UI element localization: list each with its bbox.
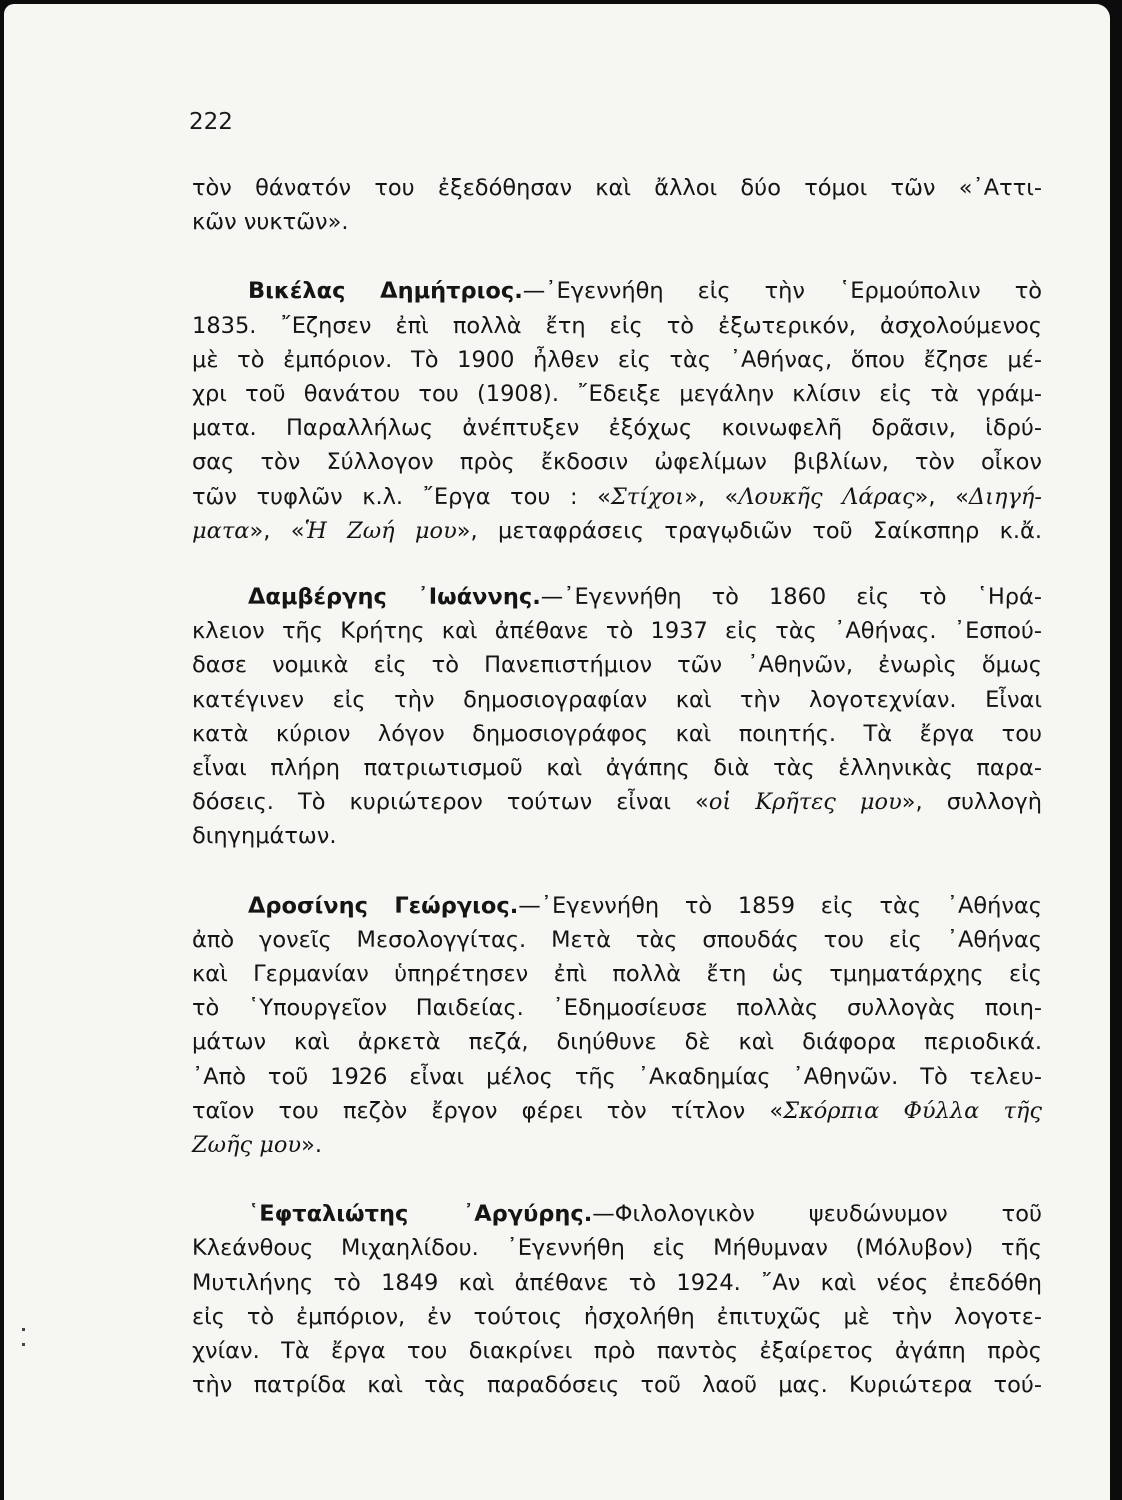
text-line: δόσεις. Τὸ κυριώτερον τούτων εἶναι «οἱ Κρῆτες μου», συλλογὴ: [192, 789, 1042, 816]
text-line: ματα», «Ἡ Ζωή μου», μεταφράσεις τραγῳδιῶν τοῦ Σαίκσπηρ κ.ἄ.: [192, 517, 1042, 544]
text-line: μὲ τὸ ἐμπόριον. Τὸ 1900 ἦλθεν εἰς τὰς ᾿Αθήνας, ὅπου ἔζησε μέ-: [192, 346, 1042, 373]
text-line: δασε νομικὰ εἰς τὸ Πανεπιστήμιον τῶν ᾿Αθηνῶν, ἐνωρὶς ὅμως: [192, 652, 1042, 679]
entry-name: Δαμβέργης ᾿Ιωάννης.: [248, 584, 541, 611]
book-page: [4, 4, 1110, 1500]
text-line: τὴν πατρίδα καὶ τὰς παραδόσεις τοῦ λαοῦ μας. Κυριώτερα τού-: [192, 1372, 1042, 1399]
text-line: Μυτιλήνης τὸ 1849 καὶ ἀπέθανε τὸ 1924. ῎Αν καὶ νέος ἐπεδόθη: [192, 1269, 1042, 1296]
entry-eftaliotis: [192, 1197, 1042, 1402]
entry-name: ῾Εφταλιώτης ᾿Αργύρης.: [248, 1201, 593, 1228]
text-line: μάτων καὶ ἀρκετὰ πεζά, διηύθυνε δὲ καὶ διάφορα περιοδικά.: [192, 1029, 1042, 1056]
text-line: ματα. Παραλλήλως ἀνέπτυξεν ἐξόχως κοινωφελῆ δρᾶσιν, ἱδρύ-: [192, 415, 1042, 442]
entry-drosinis: [192, 889, 1042, 1163]
text-line: κατέγινεν εἰς τὴν δημοσιογραφίαν καὶ τὴν λογοτεχνίαν. Εἶναι: [192, 686, 1042, 713]
text-line: διηγημάτων.: [192, 823, 337, 850]
work-title: Στίχοι: [610, 483, 685, 510]
text-line: χνίαν. Τὰ ἔργα του διακρίνει πρὸ παντὸς ἐξαίρετος ἀγάπη πρὸς: [192, 1338, 1042, 1365]
text-line: χρι τοῦ θανάτου του (1908). ῎Εδειξε μεγάλην κλίσιν εἰς τὰ γράμ-: [192, 381, 1042, 408]
text-line: καὶ Γερμανίαν ὑπηρέτησεν ἐπὶ πολλὰ ἔτη ὡς τμηματάρχης εἰς: [192, 961, 1042, 988]
text-line: —᾿Εγεννήθη τὸ 1859 εἰς τὰς ᾿Αθήνας: [518, 892, 1042, 919]
entry-heading-line: [192, 889, 1042, 923]
work-title: Λουκῆς Λάρας: [738, 483, 915, 510]
text-line: εἰς τὸ ἐμπόριον, ἐν τούτοις ἠσχολήθη ἐπιτυχῶς μὲ τὴν λογοτε-: [192, 1303, 1042, 1330]
text-line: τὸ ῾Υπουργεῖον Παιδείας. ᾿Εδημοσίευσε πολλὰς συλλογὰς ποιη-: [192, 995, 1042, 1022]
work-title: Διηγή-: [968, 483, 1042, 510]
text-line: τὸν θάνατόν του ἐξεδόθησαν καὶ ἄλλοι δύο τόμοι τῶν «᾿Αττι-: [192, 175, 1042, 201]
entry-vikelas: [192, 274, 1042, 548]
entry-heading-line: [192, 580, 1042, 614]
work-title: Ἡ Ζωή μου: [304, 517, 457, 544]
work-title: Σκόρπια Φύλλα τῆς: [783, 1097, 1042, 1124]
text-line: —᾿Εγεννήθη τὸ 1860 εἰς τὸ ῾Ηρά-: [540, 584, 1042, 611]
text-line: κλειον τῆς Κρήτης καὶ ἀπέθανε τὸ 1937 εἰς τὰς ᾿Αθήνας. ᾿Εσπού-: [192, 618, 1042, 645]
entry-heading-line: [192, 1197, 1042, 1231]
text-line: ᾿Απὸ τοῦ 1926 εἶναι μέλος τῆς ᾿Ακαδημίας ᾿Αθηνῶν. Τὸ τελευ-: [192, 1063, 1042, 1090]
text-line: κατὰ κύριον λόγον δημοσιογράφος καὶ ποιητής. Τὰ ἔργα του: [192, 720, 1042, 747]
entry-damvergis: [192, 580, 1042, 854]
text-line: ἀπὸ γονεῖς Μεσολογγίτας. Μετὰ τὰς σπουδάς του εἰς ᾿Αθήνας: [192, 926, 1042, 953]
work-title: οἱ Κρῆτες μου: [708, 789, 902, 816]
page-number: 222: [189, 109, 233, 135]
work-title: Ζωῆς μου: [192, 1132, 302, 1159]
text-line: —Φιλολογικὸν ψευδώνυμον τοῦ: [592, 1201, 1042, 1228]
text-line: —᾿Εγεννήθη εἰς τὴν ῾Ερμούπολιν τὸ: [522, 278, 1043, 305]
text-line: κῶν νυκτῶν».: [192, 209, 349, 236]
text-line: ταῖον του πεζὸν ἔργον φέρει τὸν τίτλον «Σκόρπια Φύλλα τῆς: [192, 1097, 1042, 1124]
text-line: τῶν τυφλῶν κ.λ. ῎Εργα του : «Στίχοι», «Λουκῆς Λάρας», «Διηγή-: [192, 483, 1042, 510]
page-text: [192, 171, 1042, 1403]
entry-heading-line: [192, 274, 1042, 308]
text-line: 1835. ῎Εζησεν ἐπὶ πολλὰ ἔτη εἰς τὸ ἐξωτερικόν, ἀσχολούμενος: [192, 312, 1042, 339]
text-line: Ζωῆς μου».: [192, 1132, 322, 1159]
entry-name: Δροσίνης Γεώργιος.: [248, 892, 519, 919]
margin-mark: [22, 1328, 25, 1346]
entry-name: Βικέλας Δημήτριος.: [248, 278, 523, 305]
text-line: εἶναι πλήρη πατριωτισμοῦ καὶ ἀγάπης διὰ τὰς ἑλληνικὰς παρα-: [192, 755, 1042, 782]
text-line: Κλεάνθους Μιχαηλίδου. ᾿Εγεννήθη εἰς Μήθυμναν (Μόλυβον) τῆς: [192, 1235, 1042, 1262]
text-line: σας τὸν Σύλλογον πρὸς ἔκδοσιν ὠφελίμων βιβλίων, τὸν οἶκον: [192, 449, 1042, 476]
work-title: ματα: [192, 517, 250, 544]
